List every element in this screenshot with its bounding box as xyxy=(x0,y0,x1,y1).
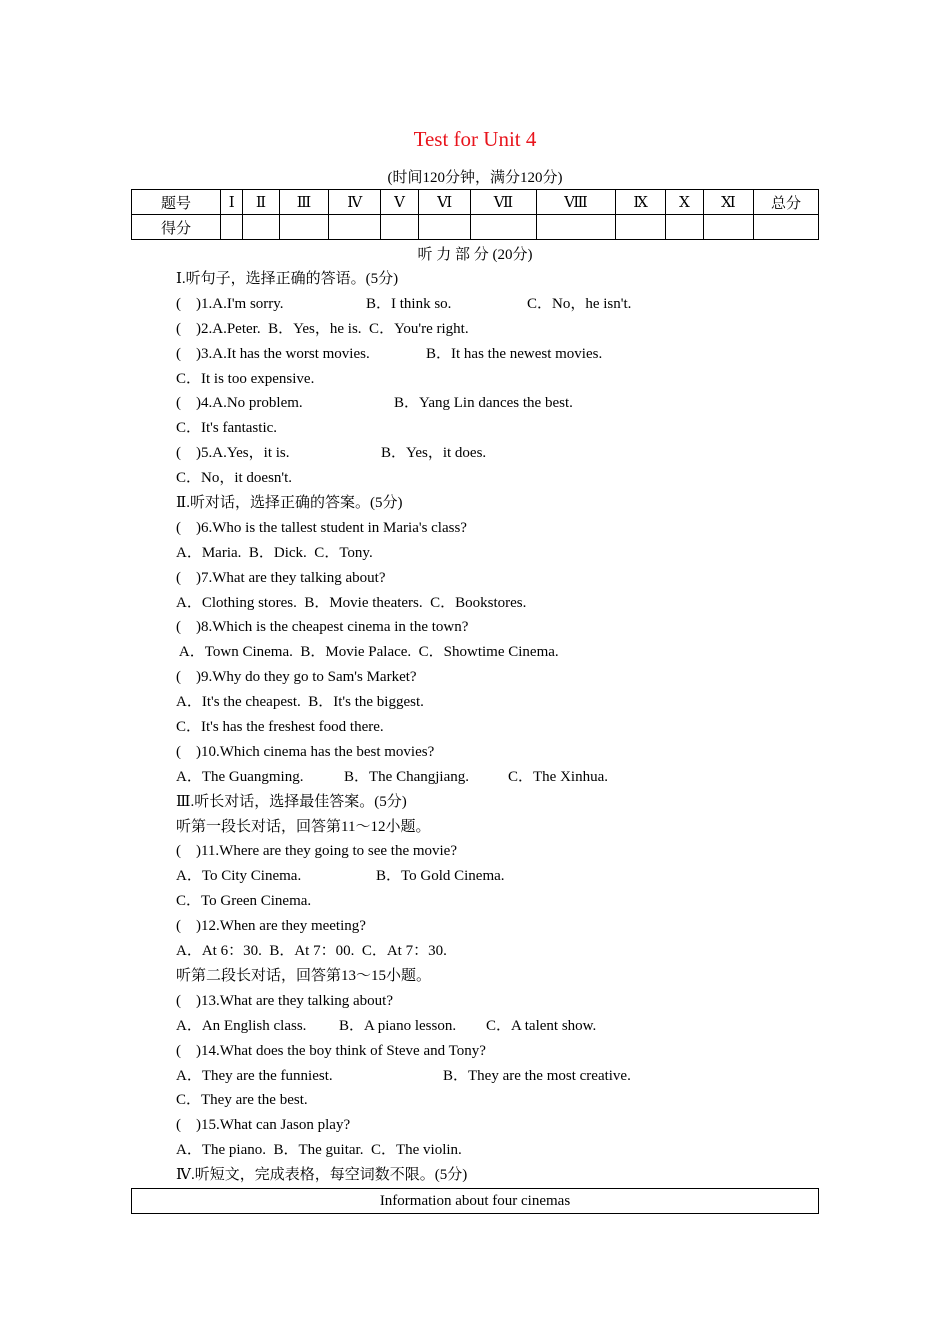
line-text: C．It's fantastic. xyxy=(176,420,278,437)
question-line xyxy=(0,989,950,1014)
question-line xyxy=(0,914,950,939)
option-text: B．It has the newest movies. xyxy=(426,345,603,362)
score-cell[interactable] xyxy=(243,215,279,240)
line-text: Ⅲ.听长对话，选择最佳答案。(5分) xyxy=(176,793,407,810)
line-text: ( )1.A.I'm sorry. xyxy=(176,295,284,312)
option-text: C．No，he isn't. xyxy=(527,295,632,312)
line-text: C．No，it doesn't. xyxy=(176,470,293,487)
header-cell: 题号 xyxy=(132,190,221,215)
line-text: ( )3.A.It has the worst movies. xyxy=(176,345,370,362)
line-text: ( )8.Which is the cheapest cinema in the town? xyxy=(176,619,469,636)
question-line xyxy=(0,516,950,541)
header-cell: Ⅴ xyxy=(380,190,418,215)
score-cell[interactable] xyxy=(703,215,753,240)
line-text: ( )14.What does the boy think of Steve and Tony? xyxy=(176,1042,486,1059)
line-text: A．Clothing stores. B．Movie theaters. C．Bookstores. xyxy=(176,594,527,611)
question-line xyxy=(0,1039,950,1064)
question-line xyxy=(0,839,950,864)
subsection-note xyxy=(0,815,950,840)
cinema-info-table xyxy=(131,1188,819,1214)
line-text: ( )5.A.Yes，it is. xyxy=(176,445,290,462)
question-line xyxy=(0,391,950,416)
line-text: C．To Green Cinema. xyxy=(176,893,312,910)
subsection-note xyxy=(0,964,950,989)
line-text: ( )12.When are they meeting? xyxy=(176,918,366,935)
line-text: Ⅳ.听短文，完成表格，每空词数不限。(5分) xyxy=(176,1167,468,1184)
section-heading xyxy=(0,1163,950,1188)
option-line xyxy=(0,864,950,889)
option-line xyxy=(0,541,950,566)
score-cell[interactable] xyxy=(329,215,381,240)
score-cell[interactable] xyxy=(666,215,704,240)
option-text: B．Yes，it does. xyxy=(381,445,487,462)
score-cell[interactable] xyxy=(471,215,537,240)
option-line xyxy=(0,715,950,740)
option-text: B．I think so. xyxy=(366,295,452,312)
line-text: ( )7.What are they talking about? xyxy=(176,569,386,586)
option-text: C．A talent show. xyxy=(486,1017,597,1034)
score-cell[interactable] xyxy=(380,215,418,240)
option-line xyxy=(0,889,950,914)
cinema-info-title: Information about four cinemas xyxy=(132,1189,819,1214)
line-text: ( )4.A.No problem. xyxy=(176,395,303,412)
header-cell: Ⅱ xyxy=(243,190,279,215)
header-cell: Ⅸ xyxy=(616,190,666,215)
score-table-score-row xyxy=(132,215,819,240)
section-heading xyxy=(0,790,950,815)
page-title: Test for Unit 4 xyxy=(413,127,537,151)
option-line xyxy=(0,1064,950,1089)
line-text: 听第二段长对话，回答第13～15小题。 xyxy=(176,967,432,984)
line-text: ( )13.What are they talking about? xyxy=(176,992,394,1009)
score-cell[interactable] xyxy=(221,215,243,240)
option-line xyxy=(0,690,950,715)
header-cell: Ⅵ xyxy=(419,190,471,215)
cinema-info-title-row xyxy=(132,1189,819,1214)
score-table-header-row xyxy=(132,190,819,215)
line-text: A．To City Cinema. xyxy=(176,868,302,885)
listening-section-heading: 听 力 部 分 (20分) xyxy=(417,247,533,263)
line-text: ( )10.Which cinema has the best movies? xyxy=(176,743,435,760)
header-cell: Ⅺ xyxy=(703,190,753,215)
option-line xyxy=(0,1088,950,1113)
score-cell[interactable] xyxy=(616,215,666,240)
section-heading xyxy=(0,267,950,292)
option-text: B．A piano lesson. xyxy=(339,1017,457,1034)
header-cell: Ⅷ xyxy=(536,190,615,215)
option-text: C．The Xinhua. xyxy=(508,768,608,785)
line-text: C．It's has the freshest food there. xyxy=(176,719,384,736)
line-text: A．Maria. B．Dick. C．Tony. xyxy=(176,544,373,561)
option-line xyxy=(0,416,950,441)
question-line xyxy=(0,665,950,690)
score-table xyxy=(131,189,819,240)
line-text: A．The piano. B．The guitar. C．The violin. xyxy=(176,1142,462,1159)
header-cell: Ⅲ xyxy=(279,190,329,215)
line-text: A．The Guangming. xyxy=(176,768,304,785)
line-text: C．They are the best. xyxy=(176,1092,308,1109)
line-text: A．Town Cinema. B．Movie Palace. C．Showtime Cinema. xyxy=(176,644,559,661)
line-text: A．An English class. xyxy=(176,1017,307,1034)
option-line xyxy=(0,591,950,616)
time-and-score-note: (时间120分钟，满分120分) xyxy=(387,170,563,186)
line-text: A．At 6：30. B．At 7：00. C．At 7：30. xyxy=(176,943,447,960)
header-cell: Ⅳ xyxy=(329,190,381,215)
header-cell: Ⅶ xyxy=(471,190,537,215)
question-line xyxy=(0,615,950,640)
header-cell: Ⅹ xyxy=(666,190,704,215)
option-line xyxy=(0,466,950,491)
score-cell[interactable] xyxy=(279,215,329,240)
section-heading xyxy=(0,491,950,516)
score-row-label: 得分 xyxy=(132,215,221,240)
line-text: ( )2.A.Peter. B．Yes，he is. C．You're right. xyxy=(176,320,469,337)
question-line xyxy=(0,441,950,466)
line-text: ( )11.Where are they going to see the movie? xyxy=(176,843,458,860)
option-text: B．The Changjiang. xyxy=(344,768,469,785)
line-text: Ⅰ.听句子，选择正确的答语。(5分) xyxy=(176,271,399,287)
line-text: ( )6.Who is the tallest student in Maria's class? xyxy=(176,519,467,536)
line-text: A．It's the cheapest. B．It's the biggest. xyxy=(176,694,424,711)
line-text: ( )15.What can Jason play? xyxy=(176,1117,351,1134)
score-cell[interactable] xyxy=(536,215,615,240)
option-line xyxy=(0,939,950,964)
option-text: B．They are the most creative. xyxy=(443,1067,631,1084)
option-text: B．To Gold Cinema. xyxy=(376,868,505,885)
line-text: 听第一段长对话，回答第11～12小题。 xyxy=(176,818,431,835)
line-text: C．It is too expensive. xyxy=(176,370,315,387)
line-text: A．They are the funniest. xyxy=(176,1067,333,1084)
option-line xyxy=(0,765,950,790)
question-line xyxy=(0,566,950,591)
question-line xyxy=(0,292,950,317)
question-line xyxy=(0,342,950,367)
header-cell: Ⅰ xyxy=(221,190,243,215)
score-cell[interactable] xyxy=(419,215,471,240)
question-line xyxy=(0,740,950,765)
option-line xyxy=(0,640,950,665)
option-line xyxy=(0,367,950,392)
line-text: ( )9.Why do they go to Sam's Market? xyxy=(176,669,417,686)
header-cell: 总分 xyxy=(754,190,819,215)
score-cell[interactable] xyxy=(754,215,819,240)
option-line xyxy=(0,1138,950,1163)
question-list xyxy=(0,267,950,1188)
option-text: B．Yang Lin dances the best. xyxy=(394,395,573,412)
question-line xyxy=(0,317,950,342)
line-text: Ⅱ.听对话，选择正确的答案。(5分) xyxy=(176,495,403,512)
option-line xyxy=(0,1014,950,1039)
question-line xyxy=(0,1113,950,1138)
